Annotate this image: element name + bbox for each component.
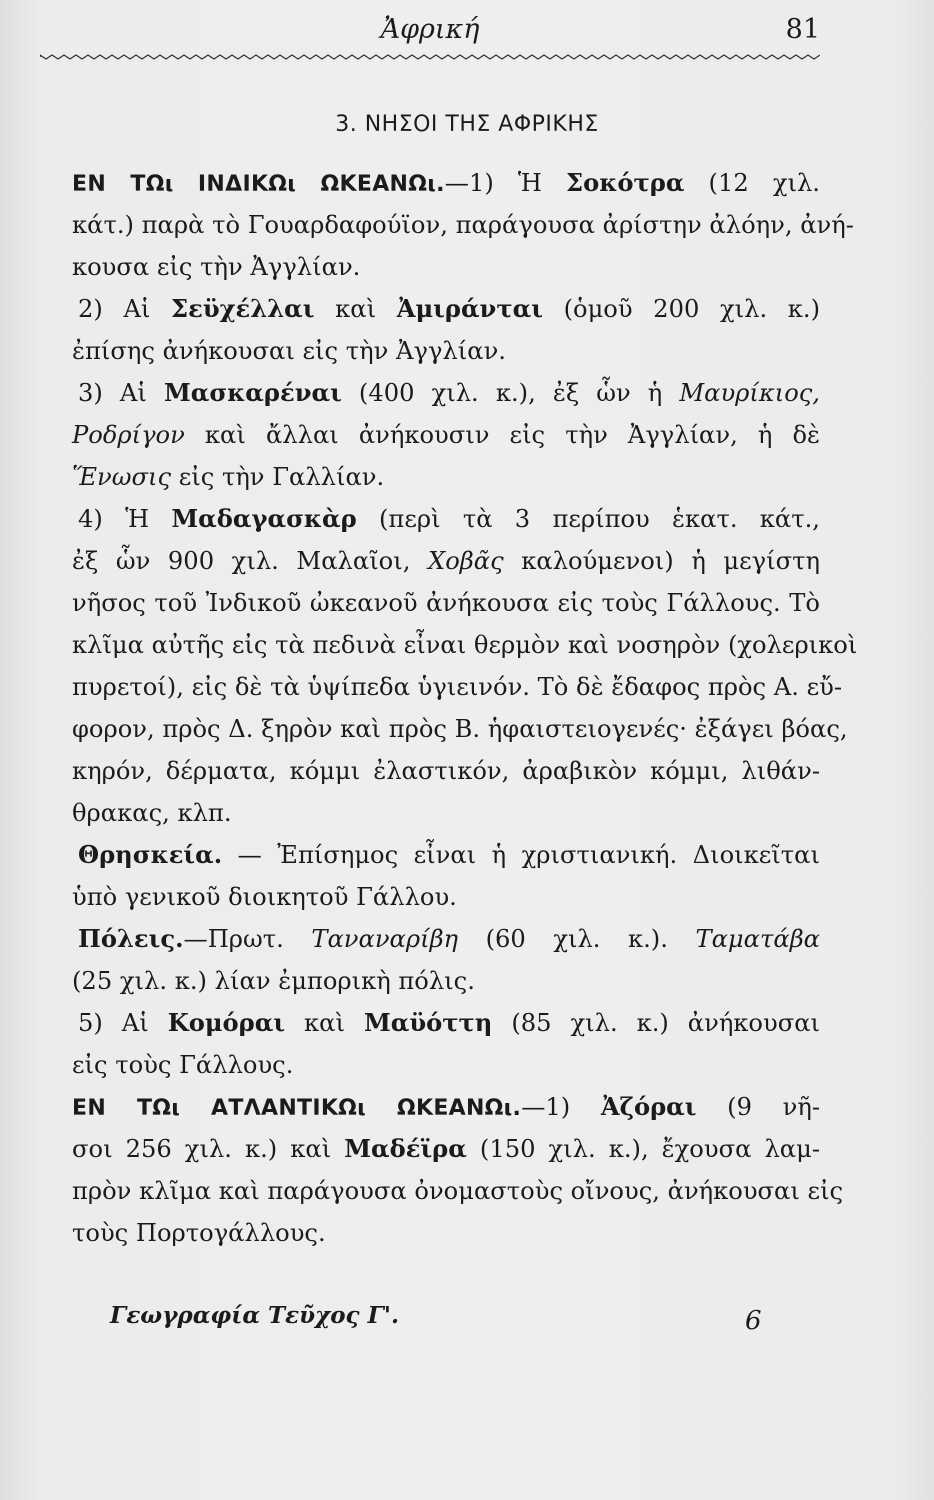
footer-book-title: Γεωγραφία Τεῦχος Γ'. <box>110 1302 399 1329</box>
text-line <box>72 582 820 624</box>
text-run: πρὸν κλῖμα καὶ παράγουσα ὀνομαστοὺς οἴνους, ἀνήκουσαι εἰς <box>72 1177 844 1205</box>
text-run: σοι 256 χιλ. κ.) καὶ <box>72 1135 345 1163</box>
text-run: (400 χιλ. κ.), ἐξ ὧν ἡ <box>341 379 680 407</box>
text-run: 4) Ἡ <box>78 505 172 533</box>
text-run: (25 χιλ. κ.) λίαν ἐμπορικὴ πόλις. <box>72 967 475 995</box>
text-line <box>72 372 820 414</box>
text-line <box>72 162 820 204</box>
text-line <box>72 456 820 498</box>
running-title: Ἀφρική <box>380 14 480 45</box>
text-line <box>72 1044 820 1086</box>
emphasis-text: Ἀμιράνται <box>396 294 543 323</box>
text-run: εἰς τὴν Γαλλίαν. <box>171 463 385 491</box>
text-line <box>72 540 820 582</box>
text-line <box>72 834 820 876</box>
emphasis-text: Πόλεις. <box>78 924 184 953</box>
text-run: 5) Αἱ <box>78 1009 168 1037</box>
text-line <box>72 792 820 834</box>
text-line <box>72 708 848 750</box>
text-run: (60 χιλ. κ.). <box>458 925 696 953</box>
signature-mark: 6 <box>745 1306 762 1336</box>
text-run: (περὶ τὰ 3 περίπου ἑκατ. κάτ., <box>356 505 820 533</box>
emphasis-text: Μαδέϊρα <box>344 1134 467 1163</box>
text-line <box>72 414 820 456</box>
text-run: —1) Ἡ <box>444 169 566 197</box>
text-run: — Ἐπίσημος εἶναι ἡ χριστιανική. Διοικεῖται <box>222 841 820 869</box>
emphasis-text: ΕΝ ΤΩι ΙΝΔΙΚΩι ΩΚΕΑΝΩι. <box>72 172 445 197</box>
text-run: θρακας, κλπ. <box>72 799 232 827</box>
emphasis-text: ΕΝ ΤΩι ΑΤΛΑΝΤΙΚΩι ΩΚΕΑΝΩι. <box>72 1096 522 1121</box>
emphasis-text: Μασκαρέναι <box>163 378 342 407</box>
text-run: (85 χιλ. κ.) ἀνήκουσαι <box>492 1009 821 1037</box>
text-line <box>72 204 854 246</box>
emphasis-text: Ἀζόραι <box>600 1092 697 1121</box>
text-run: 2) Αἱ <box>78 295 172 323</box>
text-line <box>72 1170 844 1212</box>
text-run: φορον, πρὸς Δ. ξηρὸν καὶ πρὸς Β. ἡφαιστειογενές· ἐξάγει βόας, <box>72 715 848 743</box>
text-run: νῆσος τοῦ Ἰνδικοῦ ὠκεανοῦ ἀνήκουσα εἰς τοὺς Γάλλους. Τὸ <box>72 589 820 617</box>
text-run: 3) Αἱ <box>78 379 164 407</box>
emphasis-text: Μαϋόττη <box>363 1008 493 1037</box>
text-line <box>72 246 820 288</box>
text-run: κουσα εἰς τὴν Ἀγγλίαν. <box>72 253 361 281</box>
text-line <box>72 624 858 666</box>
text-run: καὶ <box>314 295 397 323</box>
text-run: καλούμενοι) ἡ μεγίστη <box>503 547 820 575</box>
text-line <box>72 498 820 540</box>
italic-text: Χοβᾶς <box>428 547 504 575</box>
text-run: ἐξ ὧν 900 χιλ. Μαλαῖοι, <box>72 547 428 575</box>
text-line <box>72 1128 820 1170</box>
text-run: (ὁμοῦ 200 χιλ. κ.) <box>542 295 821 323</box>
emphasis-text: Μαδαγασκὰρ <box>171 504 357 533</box>
italic-text: Μαυρίκιος, <box>679 379 820 407</box>
text-line <box>72 876 820 918</box>
body-text <box>72 162 858 1254</box>
emphasis-text: Σεϋχέλλαι <box>171 294 315 323</box>
italic-text: Ταναναρίβη <box>311 925 459 953</box>
text-run: —Πρωτ. <box>183 925 312 953</box>
emphasis-text: Θρησκεία. <box>78 840 223 869</box>
text-run: εἰς τοὺς Γάλλους. <box>72 1051 294 1079</box>
wavy-header-rule <box>40 52 820 62</box>
text-run: καὶ <box>285 1009 364 1037</box>
text-run: κηρόν, δέρματα, κόμμι ἐλαστικόν, ἀραβικὸν κόμμι, λιθάν- <box>72 757 820 785</box>
text-line <box>72 1086 820 1128</box>
text-run: (9 νῆ- <box>696 1093 820 1121</box>
text-run: τοὺς Πορτογάλλους. <box>72 1219 326 1247</box>
page-number: 81 <box>785 14 820 45</box>
text-run: —1) <box>521 1093 601 1121</box>
text-line <box>72 918 820 960</box>
text-run: ἐπίσης ἀνήκουσαι εἰς τὴν Ἀγγλίαν. <box>72 337 506 365</box>
text-line <box>72 1002 820 1044</box>
text-line <box>72 288 820 330</box>
text-run: καὶ ἄλλαι ἀνήκουσιν εἰς τὴν Ἀγγλίαν, ἡ δὲ <box>184 421 820 449</box>
text-run: (12 χιλ. <box>684 169 820 197</box>
text-run: κλῖμα αὐτῆς εἰς τὰ πεδινὰ εἶναι θερμὸν καὶ νοσηρὸν (χολερικοὶ <box>72 631 858 659</box>
emphasis-text: Σοκότρα <box>565 168 685 197</box>
text-line <box>72 330 820 372</box>
text-line <box>72 750 820 792</box>
text-line <box>72 666 843 708</box>
text-run: κάτ.) παρὰ τὸ Γουαρδαφούϊον, παράγουσα ἀρίστην ἀλόην, ἀνή- <box>72 211 854 239</box>
text-run: πυρετοί), εἰς δὲ τὰ ὑψίπεδα ὑγιεινόν. Τὸ δὲ ἔδαφος πρὸς Α. εὔ- <box>72 673 843 701</box>
page-header <box>40 10 820 52</box>
italic-text: Ἕνωσις <box>72 463 171 491</box>
italic-text: Ροδρίγον <box>72 421 185 449</box>
italic-text: Ταματάβα <box>695 925 821 953</box>
emphasis-text: Κομόραι <box>167 1008 286 1037</box>
section-title: 3. ΝΗΣΟΙ ΤΗΣ ΑΦΡΙΚΗΣ <box>335 112 599 137</box>
text-run: ὑπὸ γενικοῦ διοικητοῦ Γάλλου. <box>72 883 457 911</box>
text-line <box>72 960 820 1002</box>
text-line <box>72 1212 820 1254</box>
text-run: (150 χιλ. κ.), ἔχουσα λαμ- <box>466 1135 820 1163</box>
